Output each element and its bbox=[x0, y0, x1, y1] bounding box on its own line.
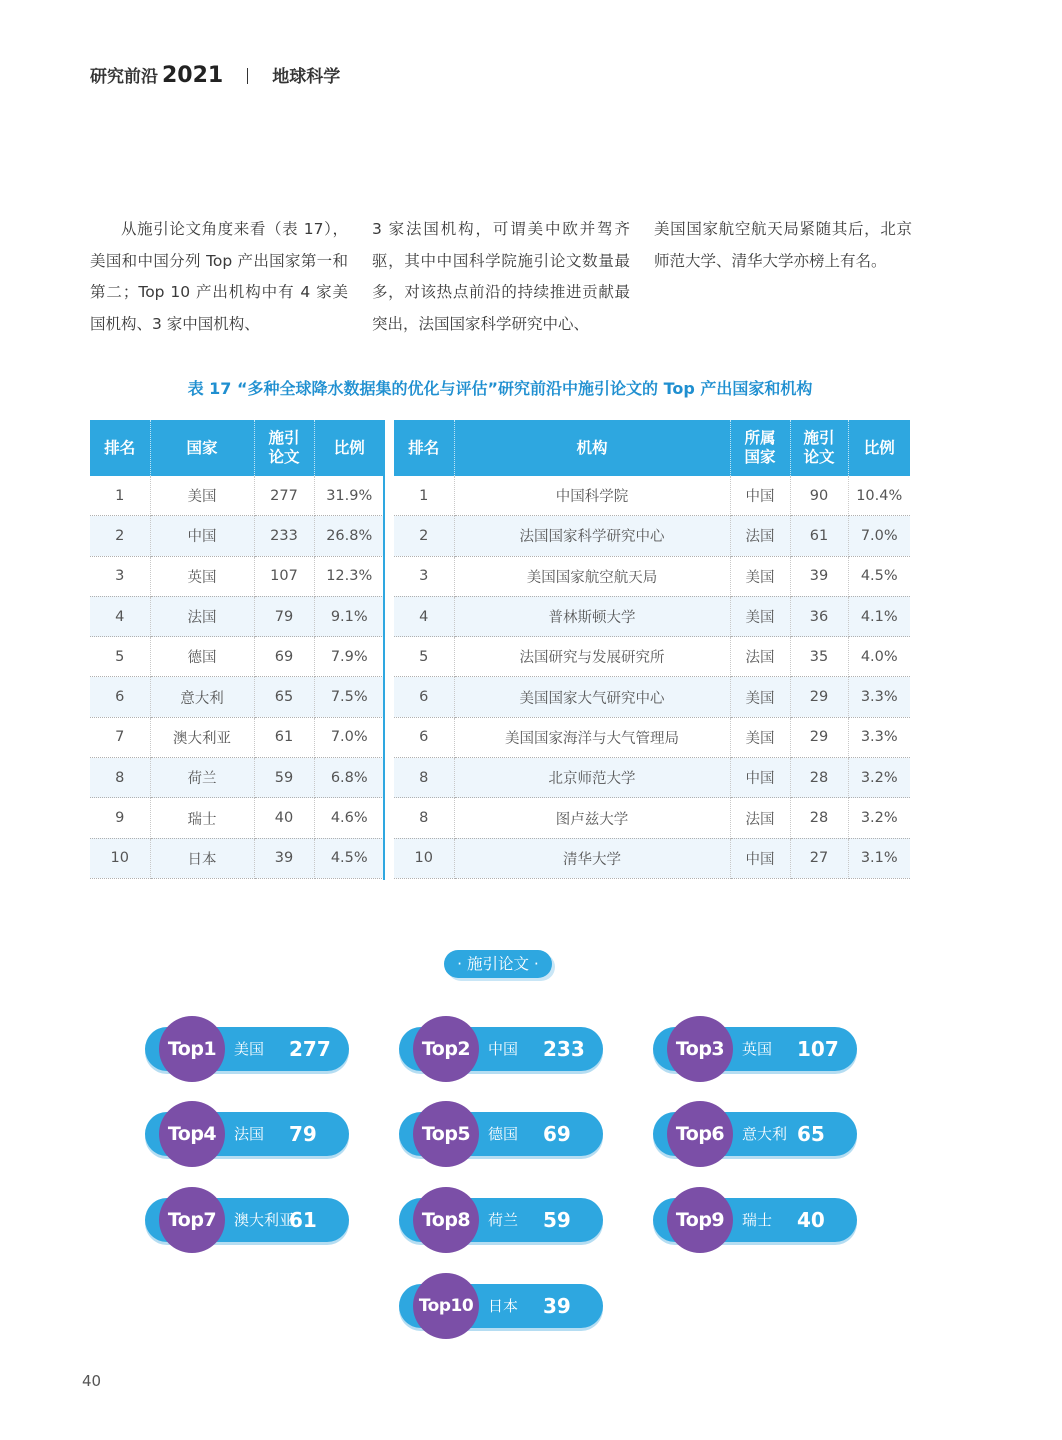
table-cell: 法国 bbox=[730, 637, 790, 677]
badge-value: 61 bbox=[289, 1208, 317, 1232]
table-cell: 美国国家大气研究中心 bbox=[454, 677, 730, 717]
badge-country: 英国 bbox=[742, 1040, 773, 1058]
table-cell: 59 bbox=[254, 758, 314, 798]
page-number: 40 bbox=[82, 1372, 102, 1390]
badge-country: 荷兰 bbox=[488, 1211, 519, 1229]
table-cell: 61 bbox=[254, 717, 314, 757]
table-cell: 10 bbox=[90, 838, 150, 878]
table-row bbox=[394, 798, 910, 838]
badge-country: 澳大利亚 bbox=[234, 1211, 295, 1229]
table-row bbox=[394, 476, 910, 516]
table-cell: 中国科学院 bbox=[454, 476, 730, 516]
header-series-title: 研究前沿 bbox=[90, 67, 158, 87]
table-divider bbox=[383, 420, 385, 880]
header-year: 2021 bbox=[162, 63, 224, 88]
table-row bbox=[394, 556, 910, 596]
table-row bbox=[90, 677, 384, 717]
table-cell: 6 bbox=[394, 677, 454, 717]
table-cell: 9.1% bbox=[314, 596, 384, 636]
table-cell: 7.5% bbox=[314, 677, 384, 717]
badge-value: 277 bbox=[289, 1037, 331, 1061]
top-badge bbox=[653, 1101, 857, 1167]
table-row bbox=[394, 758, 910, 798]
table-cell: 3.3% bbox=[848, 717, 910, 757]
table-cell: 90 bbox=[790, 476, 848, 516]
table-cell: 233 bbox=[254, 516, 314, 556]
table-row bbox=[90, 596, 384, 636]
badge-rank: Top9 bbox=[667, 1187, 733, 1253]
table-cell: 美国国家航空航天局 bbox=[454, 556, 730, 596]
table-cell: 3.2% bbox=[848, 798, 910, 838]
page-header bbox=[90, 62, 340, 92]
text-column-2 bbox=[372, 214, 630, 340]
top-badge bbox=[145, 1101, 349, 1167]
table-row bbox=[90, 798, 384, 838]
table-cell: 28 bbox=[790, 758, 848, 798]
badge-rank: Top10 bbox=[413, 1273, 479, 1339]
table-cell: 4.6% bbox=[314, 798, 384, 838]
paragraph: 美国国家航空航天局紧随其后，北京师范大学、清华大学亦榜上有名。 bbox=[654, 220, 912, 270]
table-cell: 中国 bbox=[150, 516, 254, 556]
table-cell: 瑞士 bbox=[150, 798, 254, 838]
badge-rank: Top6 bbox=[667, 1101, 733, 1167]
table-cell: 北京师范大学 bbox=[454, 758, 730, 798]
badge-rank: Top4 bbox=[159, 1101, 225, 1167]
table-cell: 39 bbox=[790, 556, 848, 596]
table-row bbox=[90, 556, 384, 596]
top-badge bbox=[399, 1273, 603, 1339]
col-header-affiliated-country bbox=[730, 420, 790, 476]
badge-value: 39 bbox=[543, 1294, 571, 1318]
table-cell: 8 bbox=[394, 758, 454, 798]
table-cell: 61 bbox=[790, 516, 848, 556]
table-cell: 31.9% bbox=[314, 476, 384, 516]
table-cell: 28 bbox=[790, 798, 848, 838]
paragraph: 从施引论文角度来看（表 17），美国和中国分列 Top 产出国家第一和第二；Top 10 产出机构中有 4 家美国机构、3 家中国机构、 bbox=[90, 220, 348, 333]
table-cell: 清华大学 bbox=[454, 838, 730, 878]
table-cell: 4.0% bbox=[848, 637, 910, 677]
table-cell: 107 bbox=[254, 556, 314, 596]
table-cell: 澳大利亚 bbox=[150, 717, 254, 757]
header-section-title: 地球科学 bbox=[272, 67, 341, 87]
badge-country: 日本 bbox=[488, 1297, 519, 1315]
table-cell: 29 bbox=[790, 677, 848, 717]
table-cell: 4 bbox=[394, 596, 454, 636]
table-row bbox=[394, 717, 910, 757]
badge-value: 59 bbox=[543, 1208, 571, 1232]
table-cell: 8 bbox=[394, 798, 454, 838]
table-cell: 12.3% bbox=[314, 556, 384, 596]
table-cell: 4.1% bbox=[848, 596, 910, 636]
col-header-rank: 排名 bbox=[394, 420, 454, 476]
table-cell: 69 bbox=[254, 637, 314, 677]
table-cell: 法国 bbox=[730, 516, 790, 556]
col-header-citing-papers-text: 施引论文 bbox=[268, 429, 300, 466]
badge-value: 107 bbox=[797, 1037, 839, 1061]
table-cell: 4.5% bbox=[848, 556, 910, 596]
table-header-row bbox=[394, 420, 910, 476]
table-row bbox=[90, 717, 384, 757]
table-cell: 8 bbox=[90, 758, 150, 798]
table-cell: 65 bbox=[254, 677, 314, 717]
badge-value: 69 bbox=[543, 1122, 571, 1146]
table-cell: 3.2% bbox=[848, 758, 910, 798]
table-cell: 2 bbox=[90, 516, 150, 556]
table-cell: 美国 bbox=[730, 596, 790, 636]
top-badge bbox=[653, 1187, 857, 1253]
table-cell: 中国 bbox=[730, 838, 790, 878]
table-cell: 美国 bbox=[730, 556, 790, 596]
table-cell: 6.8% bbox=[314, 758, 384, 798]
table-cell: 德国 bbox=[150, 637, 254, 677]
top-badge bbox=[399, 1187, 603, 1253]
table-cell: 图卢兹大学 bbox=[454, 798, 730, 838]
badge-value: 233 bbox=[543, 1037, 585, 1061]
badge-value: 65 bbox=[797, 1122, 825, 1146]
badge-country: 法国 bbox=[234, 1125, 265, 1143]
table-cell: 10 bbox=[394, 838, 454, 878]
text-column-3 bbox=[654, 214, 912, 340]
table-cell: 美国 bbox=[150, 476, 254, 516]
table-row bbox=[90, 637, 384, 677]
table-cell: 7.0% bbox=[314, 717, 384, 757]
table-cell: 3.1% bbox=[848, 838, 910, 878]
top-badge bbox=[145, 1187, 349, 1253]
badge-country: 中国 bbox=[488, 1040, 519, 1058]
country-table bbox=[90, 420, 384, 879]
table-row bbox=[90, 838, 384, 878]
table-cell: 1 bbox=[394, 476, 454, 516]
col-header-citing-papers-text: 施引论文 bbox=[803, 429, 835, 466]
top-badge bbox=[399, 1101, 603, 1167]
table-cell: 法国 bbox=[150, 596, 254, 636]
paragraph: 3 家法国机构，可谓美中欧并驾齐驱，其中中国科学院施引论文数量最多，对该热点前沿的持续推进贡献最突出，法国国家科学研究中心、 bbox=[372, 220, 630, 333]
top-badge bbox=[145, 1016, 349, 1082]
table-cell: 3 bbox=[394, 556, 454, 596]
badge-value: 79 bbox=[289, 1122, 317, 1146]
table-cell: 27 bbox=[790, 838, 848, 878]
infographic-title: · 施引论文 · bbox=[444, 950, 552, 978]
table-cell: 法国国家科学研究中心 bbox=[454, 516, 730, 556]
badge-rank: Top2 bbox=[413, 1016, 479, 1082]
badge-country: 德国 bbox=[488, 1125, 519, 1143]
table-cell: 英国 bbox=[150, 556, 254, 596]
table-cell: 277 bbox=[254, 476, 314, 516]
badge-value: 40 bbox=[797, 1208, 825, 1232]
table-cell: 法国研究与发展研究所 bbox=[454, 637, 730, 677]
table-cell: 1 bbox=[90, 476, 150, 516]
table-cell: 7.9% bbox=[314, 637, 384, 677]
table-cell: 6 bbox=[90, 677, 150, 717]
col-header-affiliated-country-text: 所属国家 bbox=[744, 429, 776, 466]
badge-rank: Top7 bbox=[159, 1187, 225, 1253]
col-header-citing-papers bbox=[790, 420, 848, 476]
table-cell: 10.4% bbox=[848, 476, 910, 516]
table-cell: 40 bbox=[254, 798, 314, 838]
table-cell: 5 bbox=[90, 637, 150, 677]
table-cell: 29 bbox=[790, 717, 848, 757]
text-column-1 bbox=[90, 214, 348, 340]
table-cell: 美国 bbox=[730, 677, 790, 717]
table-cell: 4 bbox=[90, 596, 150, 636]
table-row bbox=[394, 677, 910, 717]
table-row bbox=[90, 476, 384, 516]
table-cell: 35 bbox=[790, 637, 848, 677]
table-row bbox=[394, 516, 910, 556]
header-divider bbox=[247, 68, 248, 84]
badge-country: 瑞士 bbox=[742, 1211, 773, 1229]
table-cell: 普林斯顿大学 bbox=[454, 596, 730, 636]
col-header-ratio: 比例 bbox=[848, 420, 910, 476]
body-text bbox=[90, 214, 912, 340]
table-cell: 5 bbox=[394, 637, 454, 677]
badge-country: 意大利 bbox=[742, 1125, 788, 1143]
table-cell: 中国 bbox=[730, 758, 790, 798]
col-header-institution: 机构 bbox=[454, 420, 730, 476]
table-cell: 2 bbox=[394, 516, 454, 556]
table-cell: 法国 bbox=[730, 798, 790, 838]
institution-table bbox=[394, 420, 910, 879]
table-row bbox=[394, 637, 910, 677]
table-row bbox=[394, 596, 910, 636]
badge-country: 美国 bbox=[234, 1040, 265, 1058]
table-cell: 26.8% bbox=[314, 516, 384, 556]
table-row bbox=[90, 758, 384, 798]
table-cell: 美国国家海洋与大气管理局 bbox=[454, 717, 730, 757]
table-cell: 中国 bbox=[730, 476, 790, 516]
table-cell: 3.3% bbox=[848, 677, 910, 717]
col-header-ratio: 比例 bbox=[314, 420, 384, 476]
table-cell: 79 bbox=[254, 596, 314, 636]
table-cell: 荷兰 bbox=[150, 758, 254, 798]
table-row bbox=[394, 838, 910, 878]
table-cell: 3 bbox=[90, 556, 150, 596]
col-header-citing-papers bbox=[254, 420, 314, 476]
badge-rank: Top1 bbox=[159, 1016, 225, 1082]
table-header-row bbox=[90, 420, 384, 476]
table-cell: 美国 bbox=[730, 717, 790, 757]
table-cell: 9 bbox=[90, 798, 150, 838]
col-header-rank: 排名 bbox=[90, 420, 150, 476]
top-badge bbox=[399, 1016, 603, 1082]
badge-rank: Top3 bbox=[667, 1016, 733, 1082]
table-cell: 36 bbox=[790, 596, 848, 636]
table-cell: 6 bbox=[394, 717, 454, 757]
badge-rank: Top5 bbox=[413, 1101, 479, 1167]
table-cell: 日本 bbox=[150, 838, 254, 878]
col-header-country: 国家 bbox=[150, 420, 254, 476]
table-cell: 7 bbox=[90, 717, 150, 757]
table-cell: 4.5% bbox=[314, 838, 384, 878]
table-cell: 39 bbox=[254, 838, 314, 878]
badge-rank: Top8 bbox=[413, 1187, 479, 1253]
table-cell: 意大利 bbox=[150, 677, 254, 717]
top-badge bbox=[653, 1016, 857, 1082]
table-cell: 7.0% bbox=[848, 516, 910, 556]
table-row bbox=[90, 516, 384, 556]
table-caption: 表 17 “多种全球降水数据集的优化与评估”研究前沿中施引论文的 Top 产出国家和机构 bbox=[187, 379, 813, 398]
